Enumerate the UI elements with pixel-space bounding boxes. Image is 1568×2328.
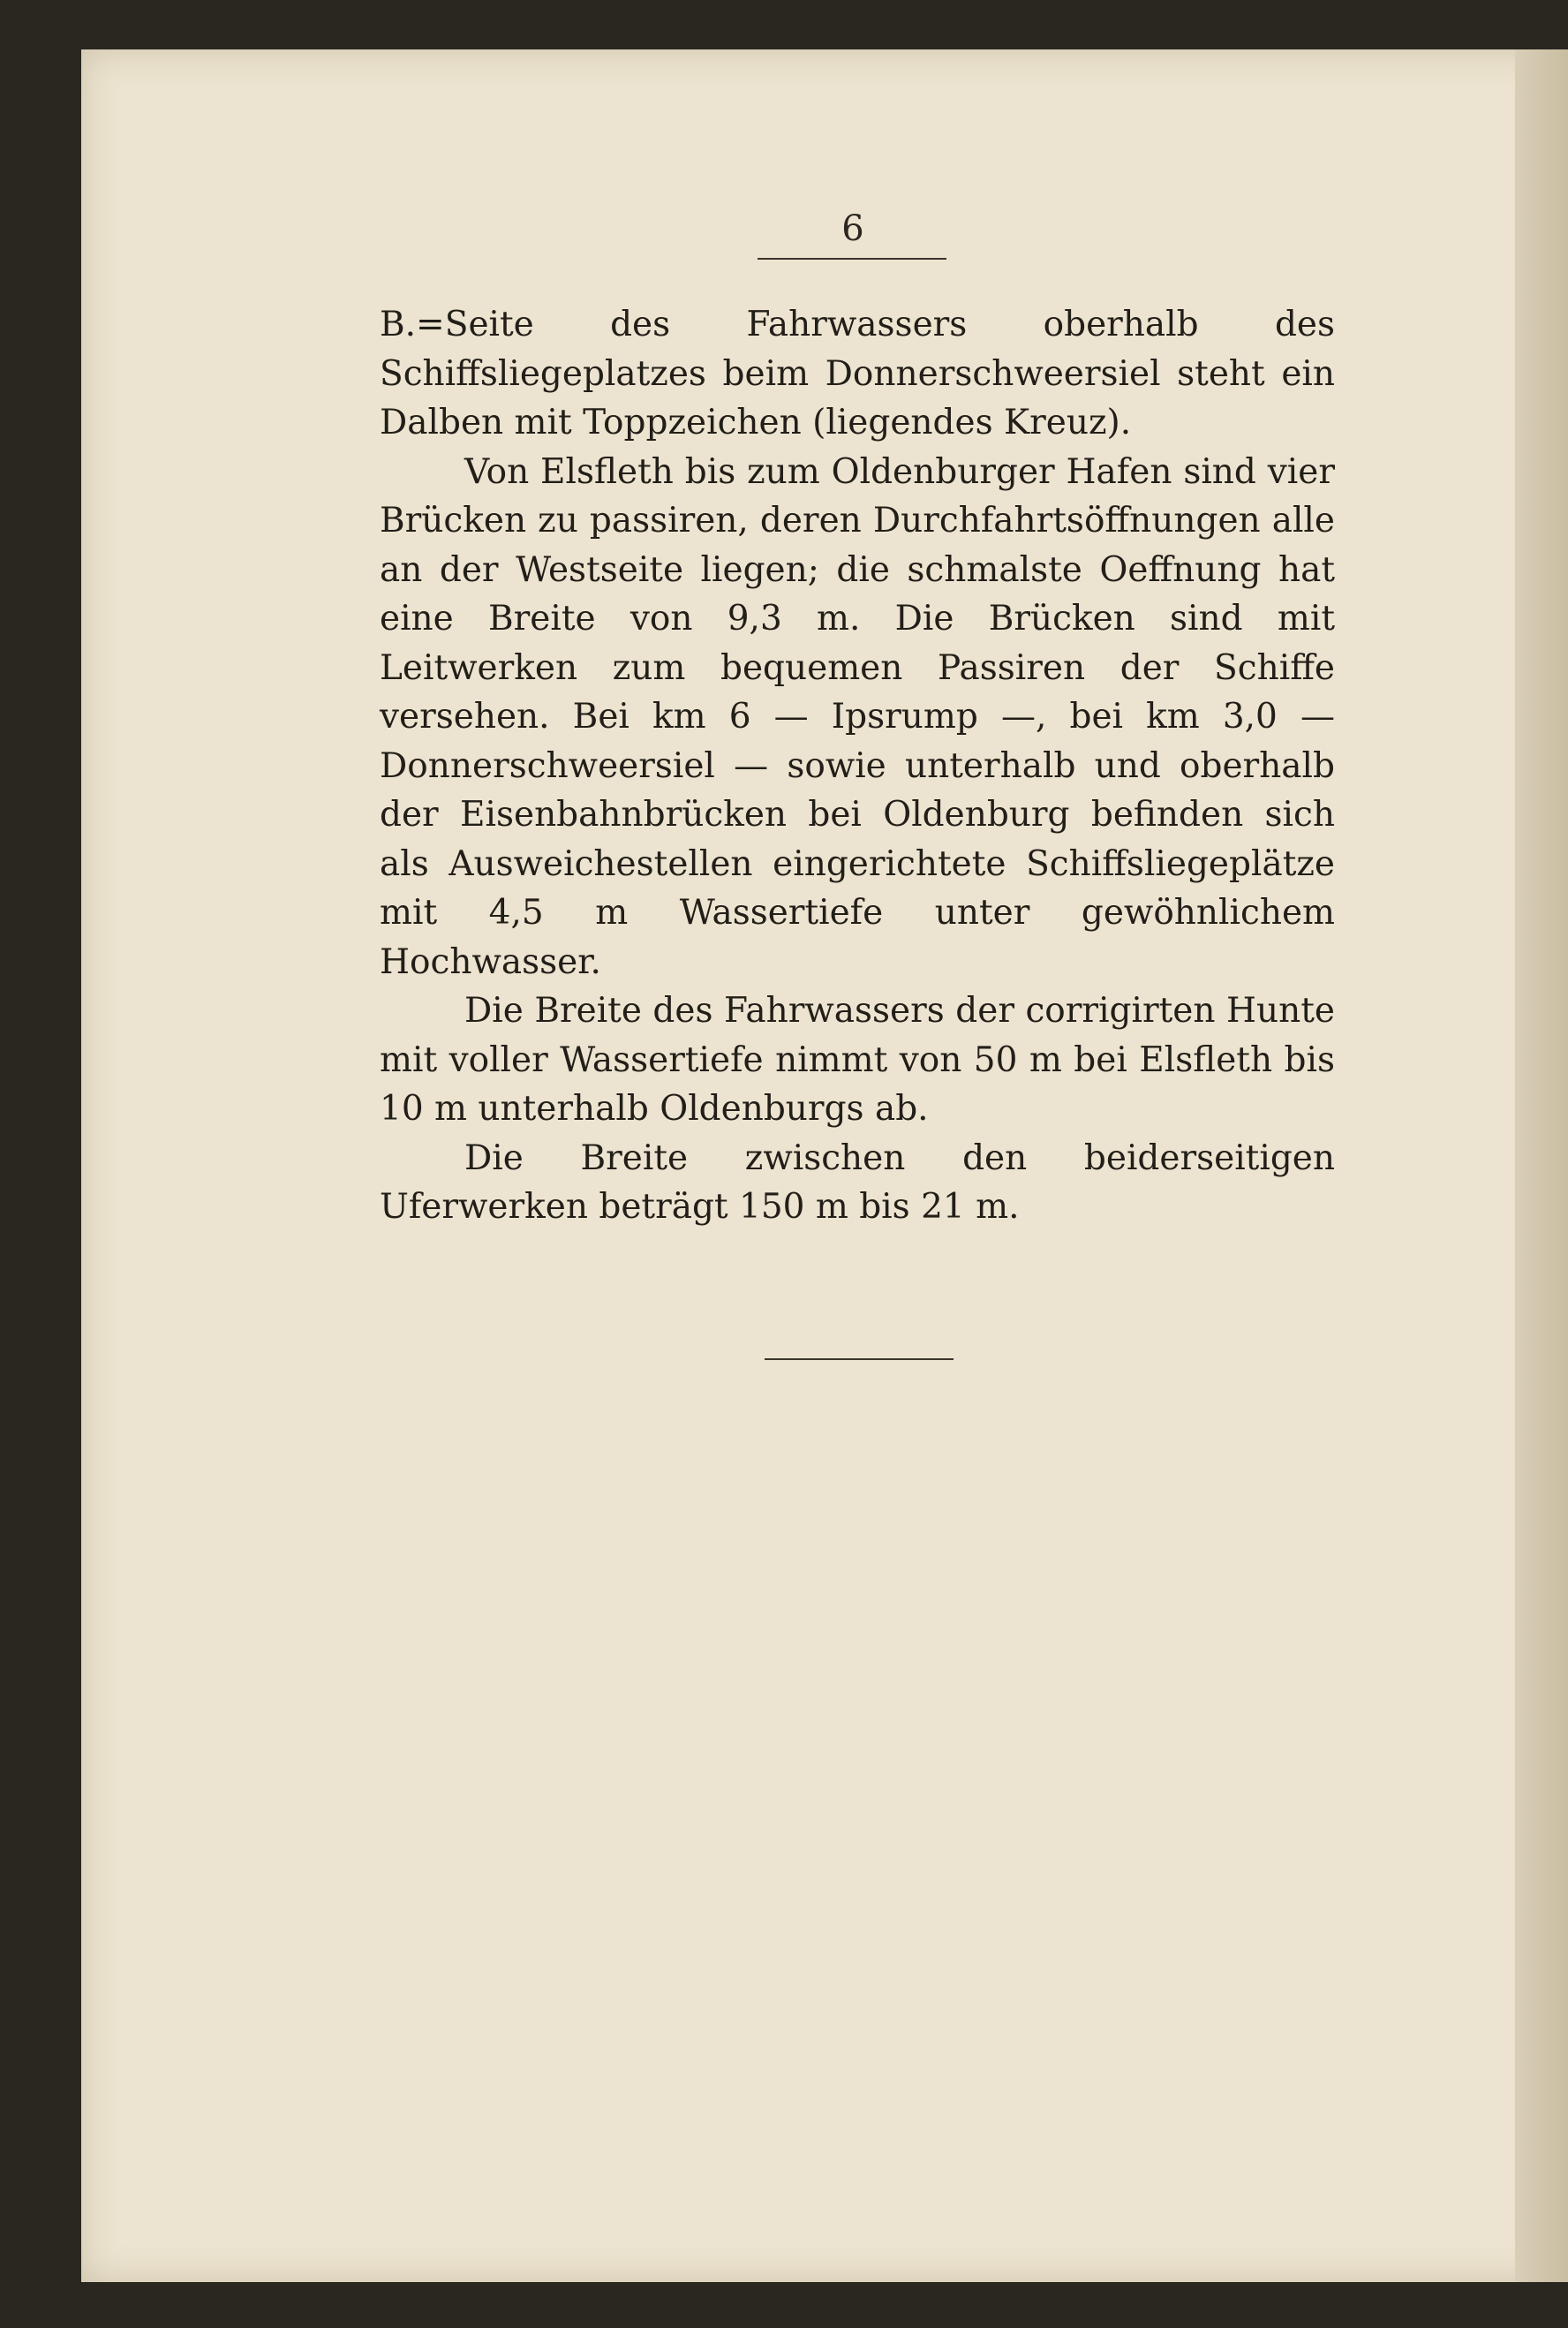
header-rule — [758, 258, 946, 260]
page-edge — [1515, 49, 1568, 2282]
paragraph: Von Elsfleth bis zum Oldenburger Hafen sind vier Brücken zu passiren, deren Durchfahrtsöffnungen alle an der Westseite liegen; die schmalste Oeffnung hat eine Breite von 9,3 m. Die Brücken sind mit Leitwerken zum bequemen Passiren der Schiffe versehen. Bei km 6 — Ipsrump —, bei km 3,0 — Donnerschweersiel — sowie unterhalb und oberhalb der Eisenbahnbrücken bei Oldenburg befinden sich als Ausweichestellen eingerichtete Schiffsliegeplätze mit 4,5 m Wassertiefe unter gewöhnlichem Hochwasser. — [380, 451, 1335, 982]
paragraph: B.=Seite des Fahrwassers oberhalb des Schiffsliegeplatzes beim Donnerschweersiel steht ein Dalben mit Toppzeichen (liegendes Kreuz). — [380, 305, 1335, 442]
paragraph: Die Breite des Fahrwassers der corrigirten Hunte mit voller Wassertiefe nimmt von 50 m bei Elsfleth bis 10 m unterhalb Oldenburgs ab. — [380, 991, 1335, 1129]
page-number: 6 — [841, 208, 864, 249]
body-text — [380, 300, 1335, 1232]
paragraph: Die Breite zwischen den beiderseitigen Uferwerken beträgt 150 m bis 21 m. — [380, 1138, 1335, 1227]
section-end-rule — [765, 1358, 954, 1360]
